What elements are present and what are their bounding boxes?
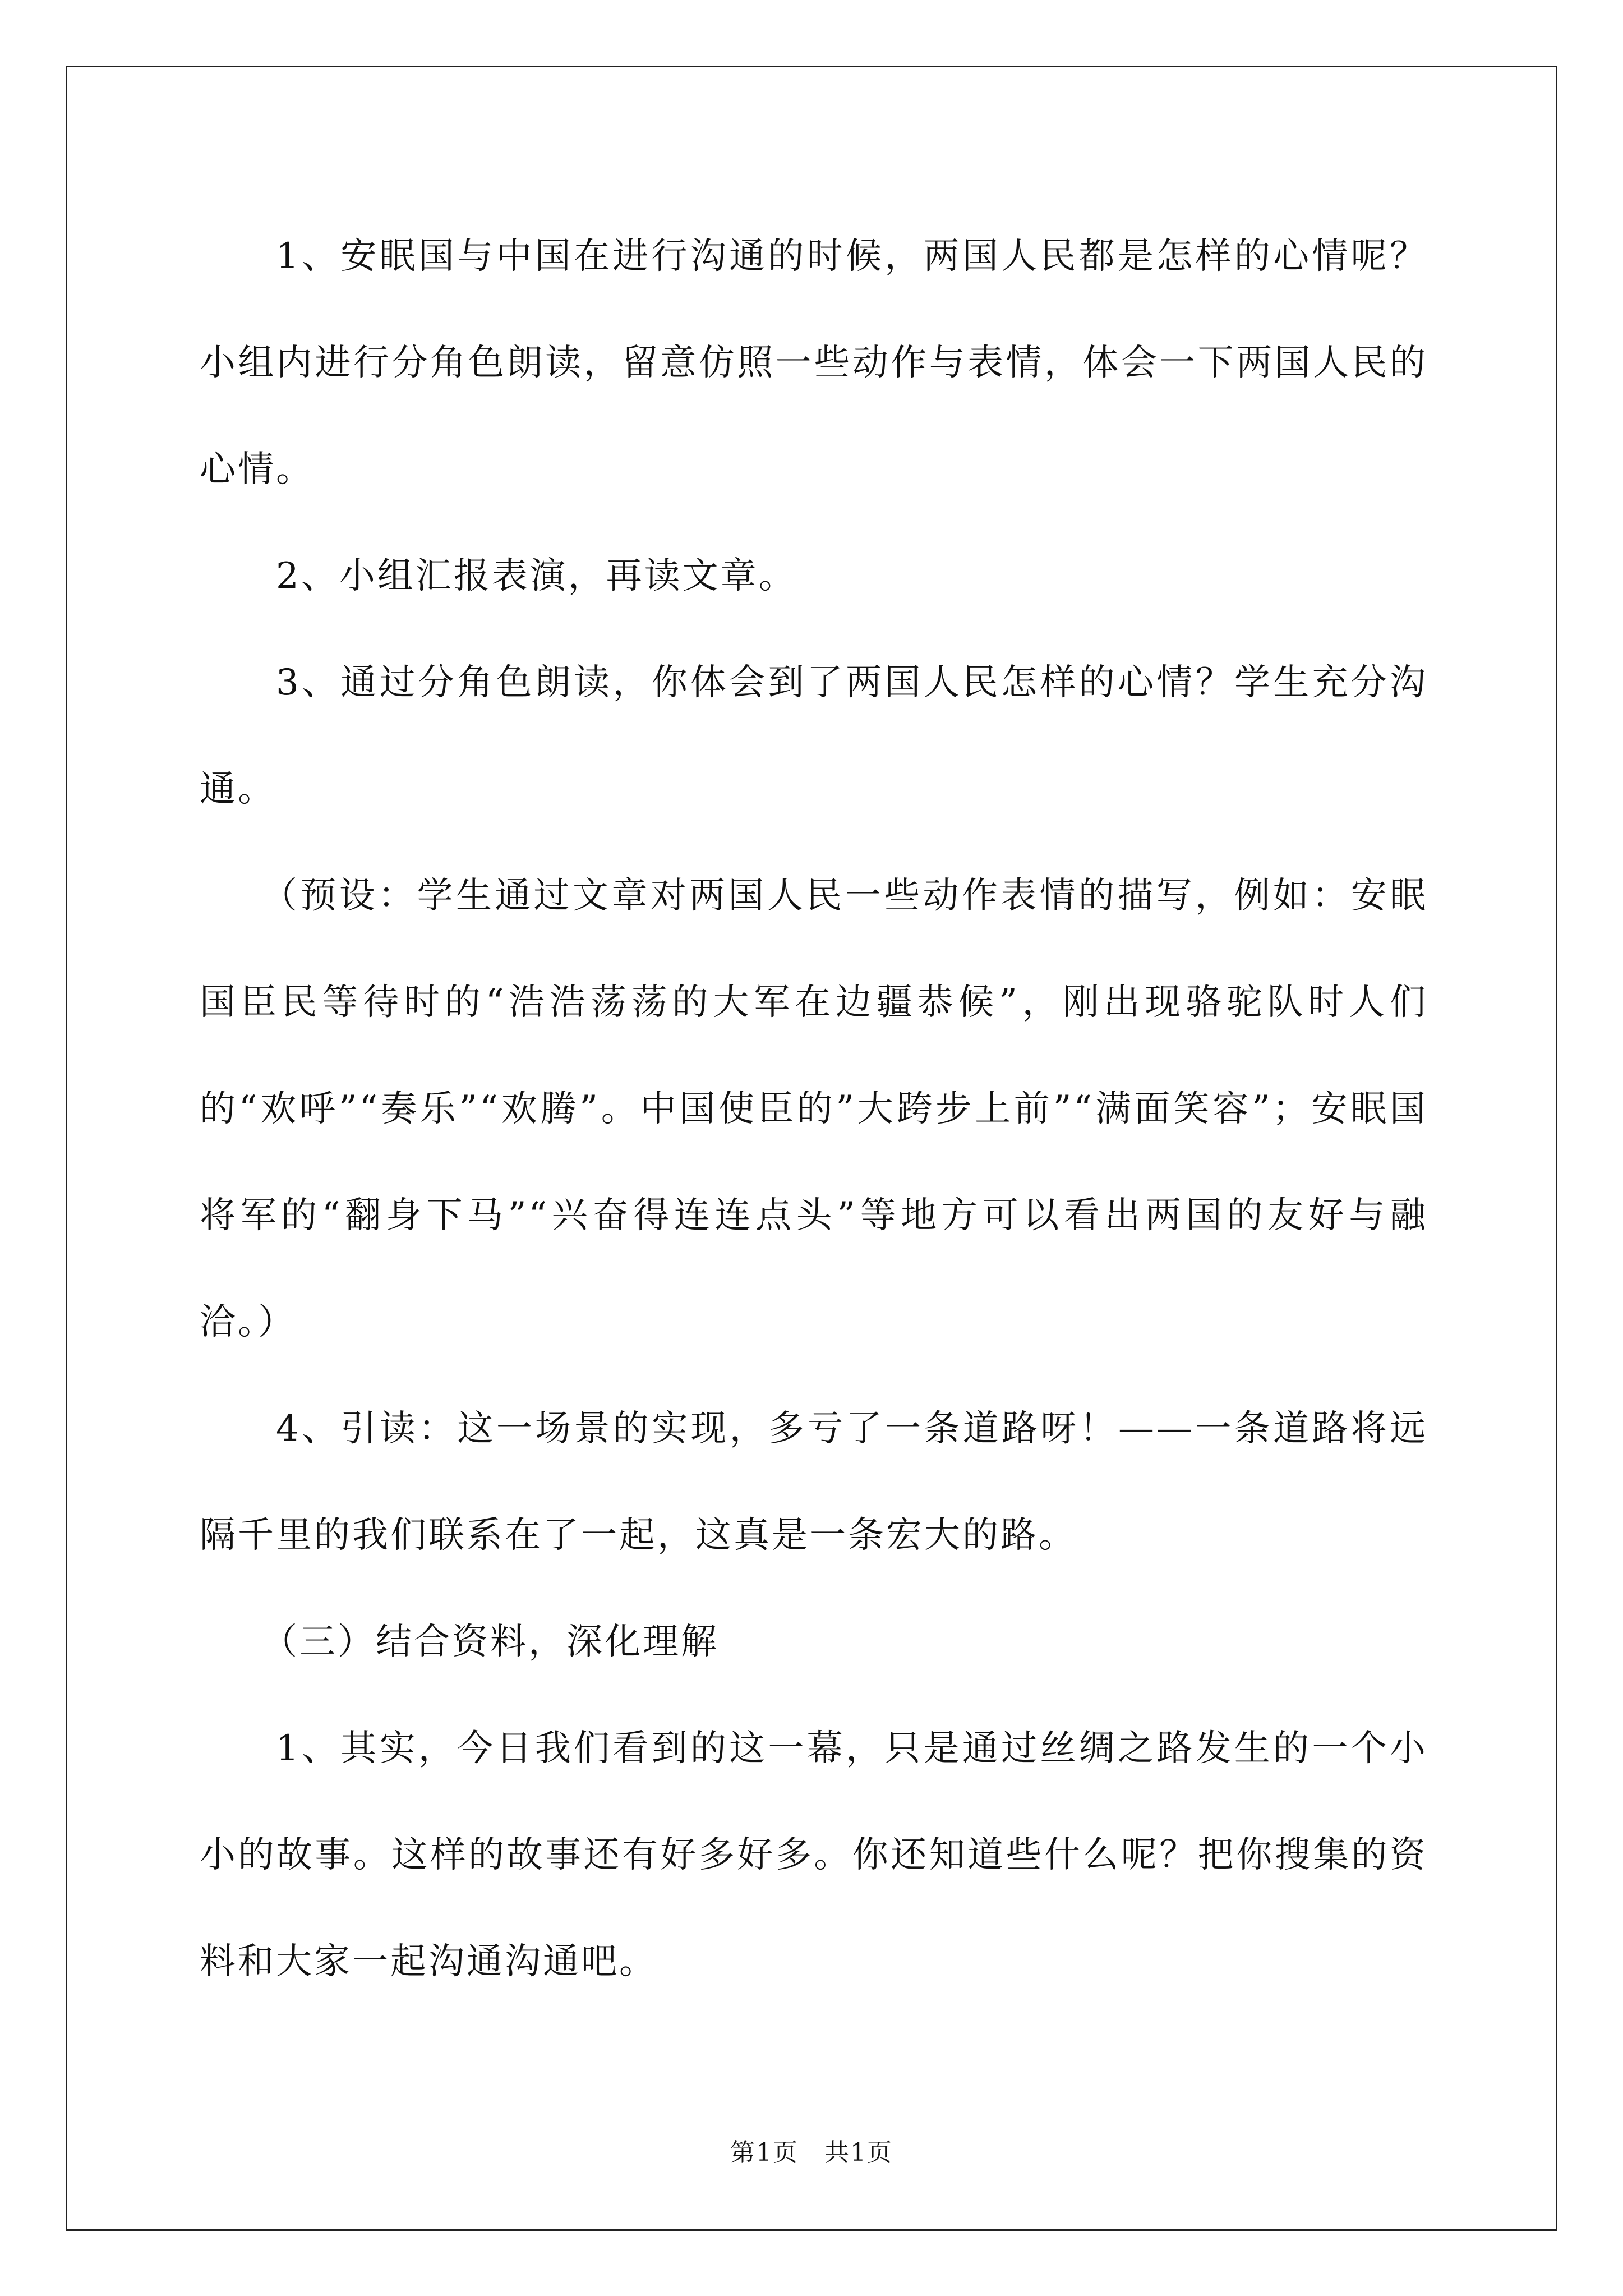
paragraph-4: （预设：学生通过文章对两国人民一些动作表情的描写，例如：安眠国臣民等待时的“浩浩荡荡的大军在边疆恭候”，刚出现骆驼队时人们的“欢呼”“奏乐”“欢腾”。中国使臣的”大跨步上前”“满面笑容”；安眠国将军的“翻身下马”“兴奋得连连点头”等地方可以看出两国的友好与融洽。） — [200, 875, 1428, 1343]
paragraph-3: 3、通过分角色朗读，你体会到了两国人民怎样的心情？学生充分沟通。 — [200, 662, 1428, 810]
section-heading: （三）结合资料，深化理解 — [261, 1621, 719, 1663]
document-body — [200, 203, 1428, 2015]
paragraph-5: 4、引读：这一场景的实现，多亏了一条道路呀！——一条道路将远隔千里的我们联系在了一起，这真是一条宏大的路。 — [200, 1408, 1428, 1556]
paragraph-6: 1、其实，今日我们看到的这一幕，只是通过丝绸之路发生的一个小小的故事。这样的故事还有好多好多。你还知道些什么呢？把你搜集的资料和大家一起沟通沟通吧。 — [200, 1728, 1428, 1982]
paragraph-1: 1、安眠国与中国在进行沟通的时候，两国人民都是怎样的心情呢？小组内进行分角色朗读，留意仿照一些动作与表情，体会一下两国人民的心情。 — [200, 236, 1428, 490]
paragraph-2: 2、小组汇报表演，再读文章。 — [276, 555, 797, 597]
page-footer: 第1页 共1页 — [730, 2138, 893, 2167]
